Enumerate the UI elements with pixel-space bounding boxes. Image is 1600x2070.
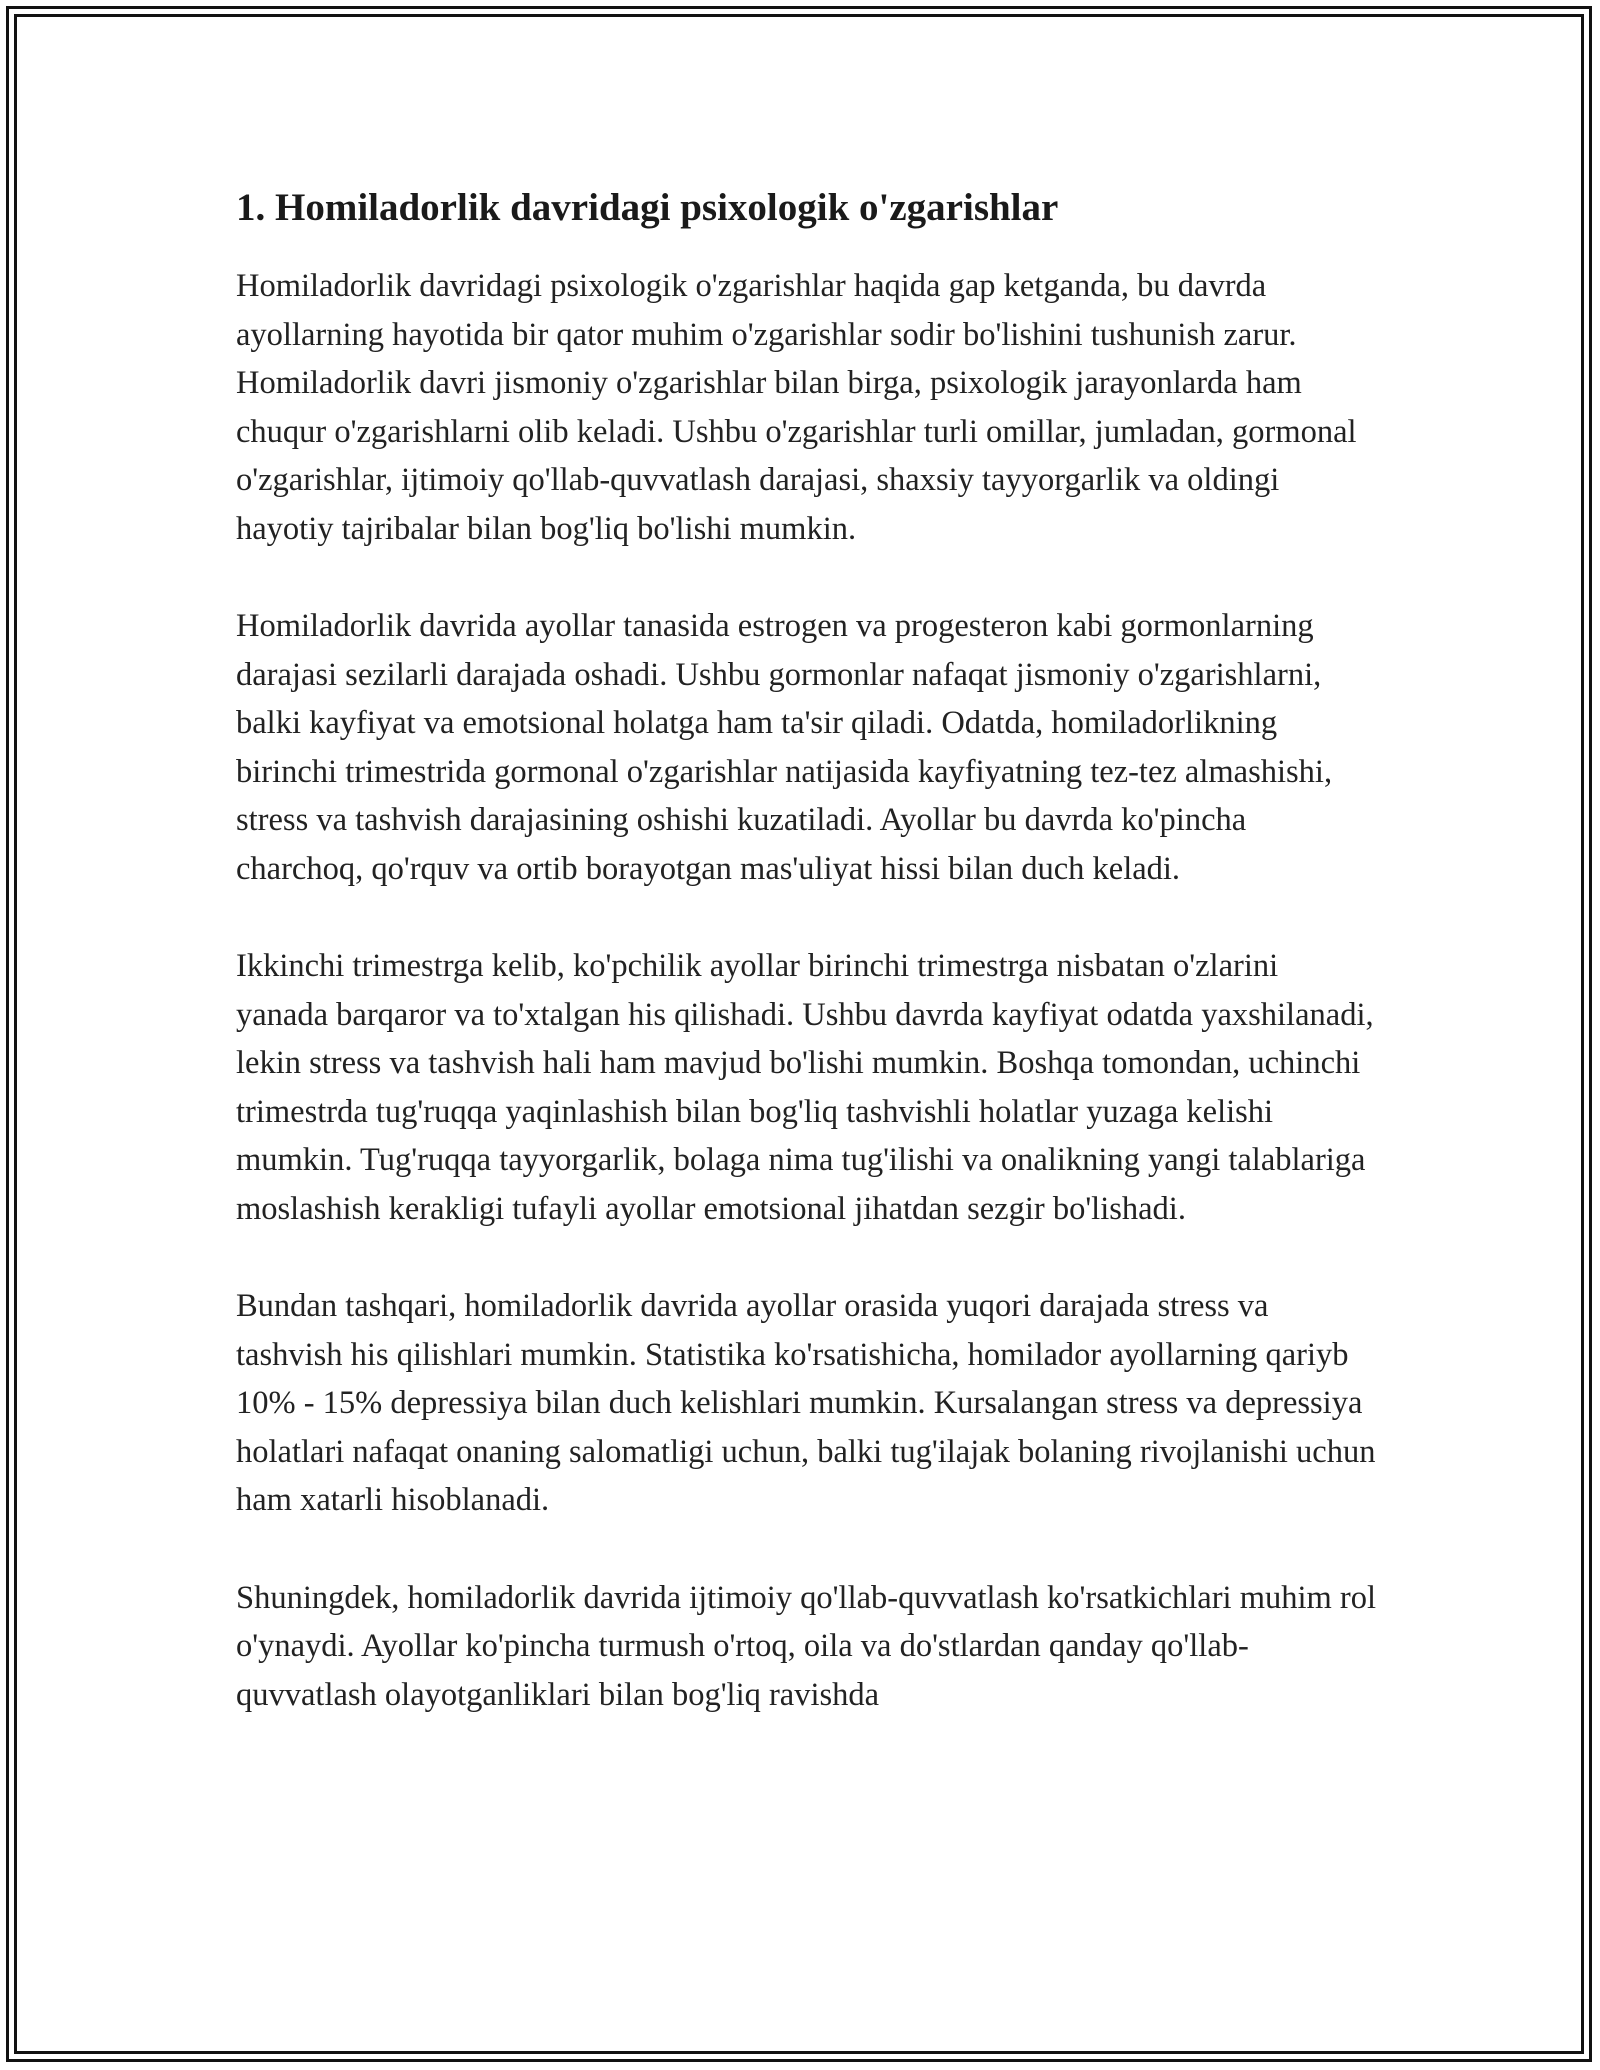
section-heading: 1. Homiladorlik davridagi psixologik o'zgarishlar: [236, 186, 1059, 229]
paragraph-1: Homiladorlik davridagi psixologik o'zgarishlar haqida gap ketganda, bu davrda ayollarning hayotida bir qator muhim o'zgarishlar sodir bo'lishini tushunish zarur. Homiladorlik davri jismoniy o'zgarishlar bilan birga, psixologik jarayonlarda ham chuqur o'zgarishlarni olib keladi. Ushbu o'zgarishlar turli omillar, jumladan, gormonal o'zgarishlar, ijtimoiy qo'llab-quvvatlash darajasi, shaxsiy tayyorgarlik va oldingi hayotiy tajribalar bilan bog'liq bo'lishi mumkin.: [236, 268, 1357, 547]
paragraph-3: Ikkinchi trimestrga kelib, ko'pchilik ayollar birinchi trimestrga nisbatan o'zlarini yanada barqaror va to'xtalgan his qilishadi. Ushbu davrda kayfiyat odatda yaxshilanadi, lekin stress va tashvish hali ham mavjud bo'lishi mumkin. Boshqa tomondan, uchinchi trimestrda tug'ruqqa yaqinlashish bilan bog'liq tashvishli holatlar yuzaga kelishi mumkin. Tug'ruqqa tayyorgarlik, bolaga nima tug'ilishi va onalikning yangi talablariga moslashish kerakligi tufayli ayollar emotsional jihatdan sezgir bo'lishadi.: [236, 948, 1374, 1227]
paragraph-2: Homiladorlik davrida ayollar tanasida estrogen va progesteron kabi gormonlarning darajasi sezilarli darajada oshadi. Ushbu gormonlar nafaqat jismoniy o'zgarishlarni, balki kayfiyat va emotsional holatga ham ta'sir qiladi. Odatda, homiladorlikning birinchi trimestrida gormonal o'zgarishlar natijasida kayfiyatning tez-tez almashishi, stress va tashvish darajasining oshishi kuzatiladi. Ayollar bu davrda ko'pincha charchoq, qo'rquv va ortib borayotgan mas'uliyat hissi bilan duch keladi.: [236, 608, 1333, 887]
paragraph-5: Shuningdek, homiladorlik davrida ijtimoiy qo'llab-quvvatlash ko'rsatkichlari muhim rol o'ynaydi. Ayollar ko'pincha turmush o'rtoq, oila va do'stlardan qanday qo'llab-quvvatlash olayotganliklari bilan bog'liq ravishda: [236, 1579, 1377, 1713]
paragraph-4: Bundan tashqari, homiladorlik davrida ayollar orasida yuqori darajada stress va tashvish his qilishlari mumkin. Statistika ko'rsatishicha, homilador ayollarning qariyb 10% - 15% depressiya bilan duch kelishlari mumkin. Kursalangan stress va depressiya holatlari nafaqat onaning salomatligi uchun, balki tug'ilajak bolaning rivojlanishi uchun ham xatarli hisoblanadi.: [236, 1288, 1376, 1518]
document-body: [236, 184, 1376, 1768]
